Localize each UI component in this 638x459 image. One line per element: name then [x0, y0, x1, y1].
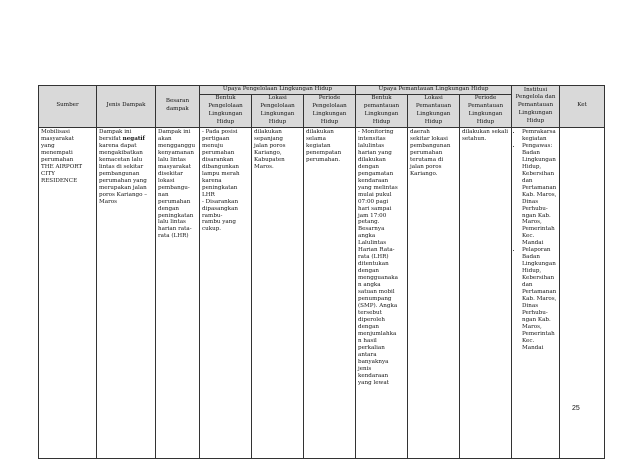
jenis-dampak-emphasis: negatif: [122, 135, 145, 142]
header-lokasi-pemantauan: Lokasi Pemantauan Lingkungan Hidup: [408, 94, 460, 127]
cell-jenis-dampak: [97, 127, 156, 458]
header-ket: Ket: [560, 86, 605, 128]
cell-periode-pemantauan: [460, 127, 512, 458]
header-bentuk-pemantauan: Bentuk pemantauan Lingkungan Hidup: [356, 94, 408, 127]
header-periode-pengelolaan: Periode Pengelolaan Lingkungan Hidup: [304, 94, 356, 127]
header-periode-pemantauan: Periode Pemantauan Lingkungan Hidup: [460, 94, 512, 127]
list-item: [522, 129, 557, 143]
institusi-pelaporan: • Pelaporan Badan Lingkungan Hidup, Kebersihan dan Pertamanan Kab. Maros, Dinas Perhubu- ngan Kab. Maros, Pemerintah Kec. Mandai: [522, 247, 557, 352]
jenis-dampak-text: [99, 129, 153, 206]
header-upaya-pengelolaan: Upaya Pengelolaan Lingkungan Hidup: [200, 86, 356, 95]
periode-pemantauan-text: dilakukan sekali setahun.: [462, 128, 509, 142]
table-row: [39, 127, 605, 458]
cell-bentuk-pemantauan: [356, 127, 408, 458]
header-jenis-dampak: Jenis Dampak: [97, 86, 156, 128]
cell-ket: [560, 127, 605, 458]
bentuk-pengelolaan-text: - Pada posisi pertigaan menuju perumahan disarankan dibangunkan lampu merah karena peningkatan LHR - Disarankan dipasangkan rambu- rambu yang cukup.: [202, 128, 240, 233]
header-bentuk-pengelolaan: Bentuk Pengelolaan Lingkungan Hidup: [200, 94, 252, 127]
rkl-rpl-table: [38, 85, 605, 459]
lokasi-pemantauan-text: daerah sekitar lokasi pembangunan perumahan terutama di jalan poros Kariango.: [410, 128, 451, 177]
list-item: [522, 247, 557, 352]
cell-lokasi-pemantauan: [408, 127, 460, 458]
header-lokasi-pengelolaan: Lokasi Pengelolaan Lingkungan Hidup: [252, 94, 304, 127]
cell-periode-pengelolaan: [304, 127, 356, 458]
cell-lokasi-pengelolaan: [252, 127, 304, 458]
institusi-pengawas: • Pengawas: Badan Lingkungan Hidup, Kebersihan dan Pertamanan Kab. Maros, Dinas Perhubu- ngan Kab. Maros, Pemerintah Kec. Mandai: [522, 142, 557, 247]
list-item: [522, 143, 557, 248]
institusi-list: [514, 129, 557, 353]
cell-institusi: [512, 127, 560, 458]
cell-besaran-dampak: [156, 127, 200, 458]
header-sumber: Sumber: [39, 86, 97, 128]
cell-sumber: [39, 127, 97, 458]
jenis-dampak-text-b: karena dapat mengakibatkan kemacetan lalu lintas di sekitar pembangunan perumahan yang merupakan jalan poros Kariango – Maros: [99, 142, 148, 205]
sumber-text: Mobilisasi masyarakat yang menempati perumahan THE AIRPORT CITY RESIDENCE: [41, 128, 83, 184]
header-upaya-pemantauan: Upaya Pemantauan Lingkungan Hidup: [356, 86, 512, 95]
cell-bentuk-pengelolaan: [200, 127, 252, 458]
header-institusi: Institusi Pengelola dan Pemantauan Lingkungan Hidup: [512, 86, 560, 128]
periode-pengelolaan-text: dilakukan selama kegiatan penempatan perumahan.: [306, 128, 342, 163]
lokasi-pengelolaan-text: dilakukan sepanjang jalan poros Kariango, Kabupaten Maros.: [254, 128, 286, 170]
header-besaran-dampak: Besaran dampak: [156, 86, 200, 128]
page-number: 25: [572, 405, 580, 412]
institusi-pemrakarsa: • Pemrakarsa kegiatan: [522, 128, 556, 142]
bentuk-pemantauan-text: - Monitoring intensitas lalulintas harian yang dilakukan dengan pengamatan kendaraan yang melintas mulai pukul 07:00 pagi hari sampai jam 17:00 petang. Besarnya angka Lalulintas Harian Rata- rata (LHR) ditentukan dengan mengguanaka n angka satuan mobil penumpang (SMP). Angka tersebut diperoleh dengan menjumlahka n hasil perkalian antara banyaknya jenis kendaraan yang lewat: [358, 128, 398, 387]
jenis-dampak-text-a: Dampak ini bersifat: [99, 128, 132, 142]
besaran-text: Dampak ini akan mengganggu kenyamanan lalu lintas masyarakat disekitar lokasi pembangu- nan perumahan dengan peningkatan lalu lintas harian rata- rata (LHR): [158, 128, 196, 240]
